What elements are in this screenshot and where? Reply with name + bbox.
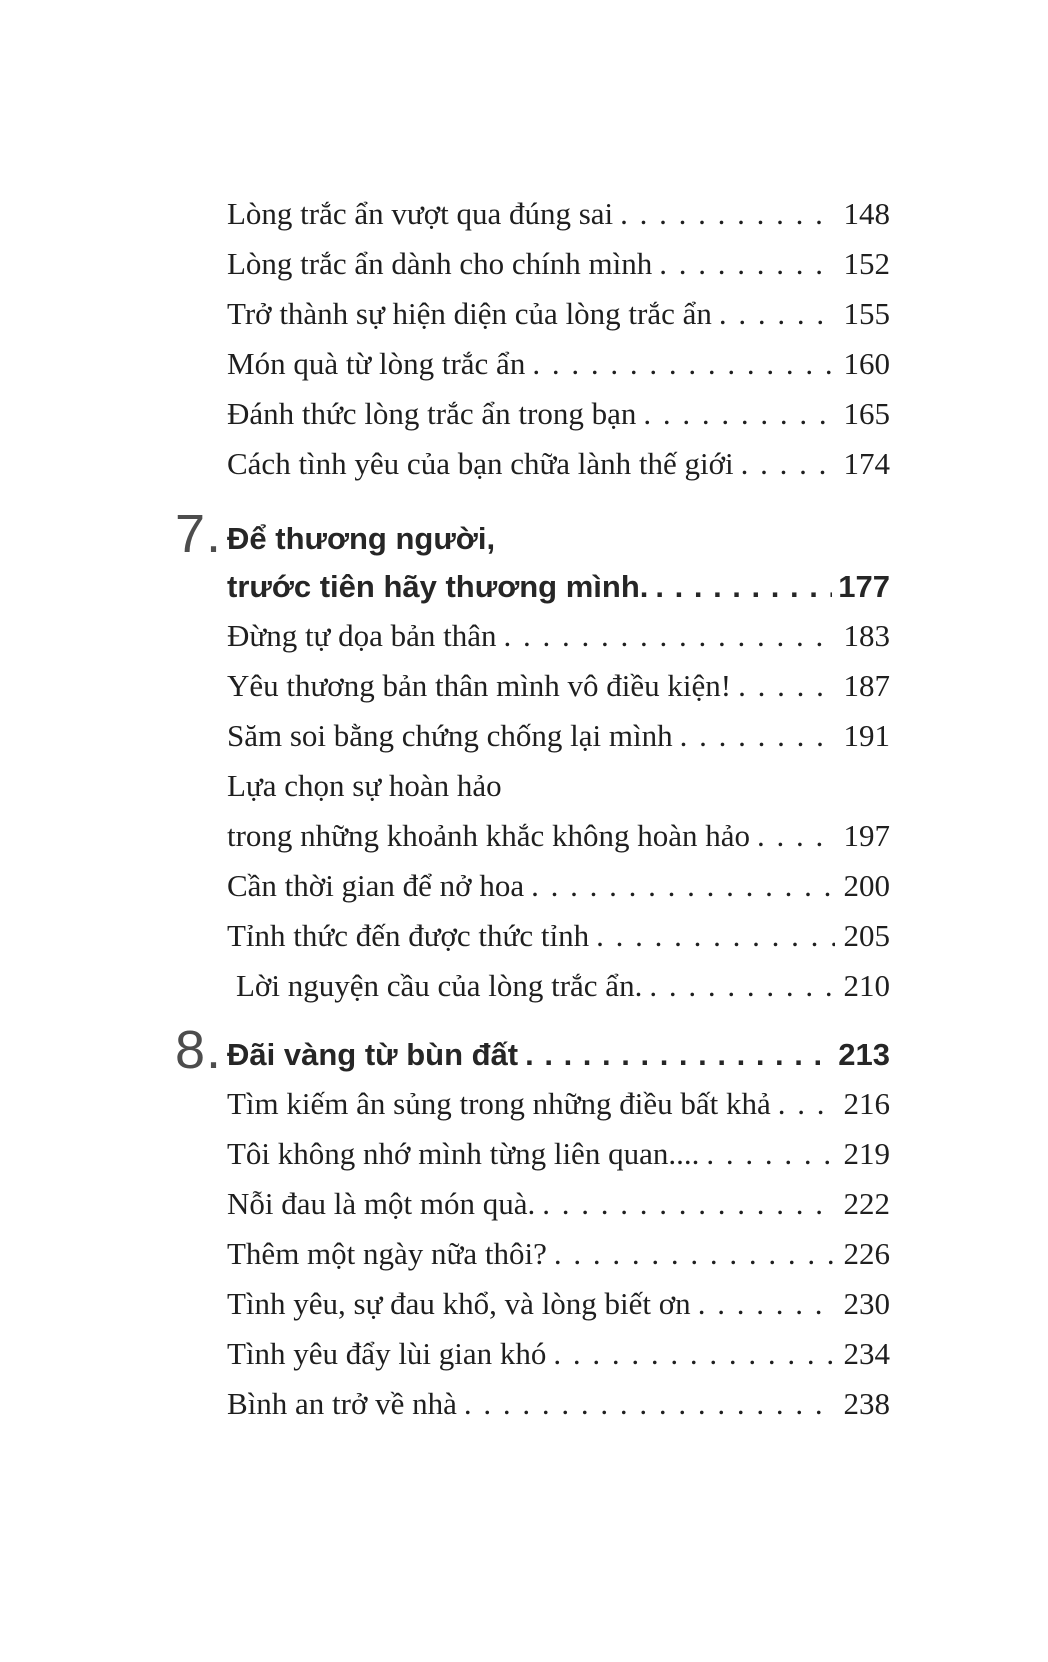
entry-title-line2: trong những khoảnh khắc không hoàn hảo (227, 818, 751, 853)
toc-entry-row (227, 961, 890, 1011)
toc-entry-row (227, 389, 890, 439)
page-number: 230 (843, 1286, 890, 1321)
dot-leader (457, 1379, 835, 1429)
dot-leader (636, 389, 834, 439)
page-number: 213 (838, 1037, 890, 1072)
page-number: 200 (843, 868, 890, 903)
toc-entry-row (227, 339, 890, 389)
page-number: 148 (843, 196, 890, 231)
dot-leader (652, 239, 834, 289)
chapter-number: 8. (175, 1020, 223, 1080)
dot-leader (535, 1179, 834, 1229)
toc-entry-row (227, 1279, 890, 1329)
chapter-number: 7. (175, 504, 223, 564)
toc-entry-row (227, 811, 890, 861)
page-number: 165 (843, 396, 890, 431)
entry-title: Nỗi đau là một món quà. (227, 1186, 536, 1221)
page-number: 205 (843, 918, 890, 953)
dot-leader (547, 1229, 835, 1279)
page-number: 183 (843, 618, 890, 653)
chapter-title-line: Để thương người, (227, 521, 496, 556)
entry-title: Món quà từ lòng trắc ẩn (227, 346, 526, 381)
dot-leader (731, 661, 834, 711)
chapter-heading-row (227, 563, 890, 611)
page-number: 177 (838, 569, 890, 604)
chapter-heading-row (175, 504, 890, 564)
toc-entry-row (227, 1229, 890, 1279)
dot-leader (699, 1129, 834, 1179)
toc-entry-row (227, 611, 890, 661)
entry-title: Tôi không nhớ mình từng liên quan.... (227, 1136, 700, 1171)
toc-entry-row (227, 1329, 890, 1379)
dot-leader (525, 339, 834, 389)
entry-title: Tình yêu, sự đau khổ, và lòng biết ơn (227, 1286, 691, 1321)
table-of-contents (175, 189, 890, 1429)
chapter-title-line: Đãi vàng từ bùn đất (227, 1037, 519, 1072)
page-number: 197 (843, 818, 890, 853)
dot-leader (712, 289, 835, 339)
entry-title: Tỉnh thức đến được thức tỉnh (227, 918, 590, 953)
entry-title: Yêu thương bản thân mình vô điều kiện! (227, 668, 732, 703)
chapter-heading-row (175, 1020, 890, 1080)
toc-entry-row (227, 439, 890, 489)
page-number: 160 (843, 346, 890, 381)
toc-entry-row (227, 1129, 890, 1179)
entry-title: Trở thành sự hiện diện của lòng trắc ẩn (227, 296, 712, 331)
dot-leader (734, 439, 835, 489)
entry-title: Tình yêu đẩy lùi gian khó (227, 1336, 547, 1371)
dot-leader (518, 1031, 832, 1079)
entry-title: Đánh thức lòng trắc ẩn trong bạn (227, 396, 637, 431)
entry-title: Đừng tự dọa bản thân (227, 618, 497, 653)
entry-title-line1: Lựa chọn sự hoàn hảo (227, 768, 502, 803)
dot-leader (546, 1329, 834, 1379)
entry-title: Lòng trắc ẩn vượt qua đúng sai (227, 196, 614, 231)
entry-title: Thêm một ngày nữa thôi? (227, 1236, 547, 1271)
page-number: 155 (843, 296, 890, 331)
page-number: 238 (843, 1386, 890, 1421)
dot-leader (771, 1079, 835, 1129)
toc-entry-row (227, 761, 890, 811)
dot-leader (642, 961, 834, 1011)
dot-leader (524, 861, 834, 911)
page-number: 174 (843, 446, 890, 481)
page-number: 191 (843, 718, 890, 753)
dot-leader (589, 911, 834, 961)
entry-title: Cần thời gian để nở hoa (227, 868, 525, 903)
toc-entry-row (227, 661, 890, 711)
dot-leader (497, 611, 835, 661)
page-number: 187 (843, 668, 890, 703)
toc-entry-row (227, 1079, 890, 1129)
toc-entry-row (227, 1379, 890, 1429)
toc-entry-row (227, 239, 890, 289)
toc-entry-row (227, 1179, 890, 1229)
toc-entry-row (227, 289, 890, 339)
entry-title: Lời nguyện cầu của lòng trắc ẩn. (236, 968, 643, 1003)
page-number: 152 (843, 246, 890, 281)
dot-leader (691, 1279, 835, 1329)
page-number: 226 (843, 1236, 890, 1271)
page-number: 216 (843, 1086, 890, 1121)
dot-leader (673, 711, 835, 761)
entry-title: Bình an trở về nhà (227, 1386, 457, 1421)
toc-entry-row (227, 711, 890, 761)
dot-leader (750, 811, 834, 861)
page-number: 219 (843, 1136, 890, 1171)
entry-title: Tìm kiếm ân sủng trong những điều bất khả (227, 1086, 771, 1121)
entry-title: Cách tình yêu của bạn chữa lành thế giới (227, 446, 734, 481)
dot-leader (648, 563, 832, 611)
page-number: 210 (843, 968, 890, 1003)
entry-title: Lòng trắc ẩn dành cho chính mình (227, 246, 653, 281)
toc-entry-row (227, 911, 890, 961)
entry-title: Săm soi bằng chứng chống lại mình (227, 718, 673, 753)
dot-leader (613, 189, 834, 239)
chapter-title-line: trước tiên hãy thương mình. (227, 569, 649, 604)
toc-entry-row (227, 861, 890, 911)
toc-entry-row (227, 189, 890, 239)
page-number: 222 (843, 1186, 890, 1221)
page-number: 234 (843, 1336, 890, 1371)
